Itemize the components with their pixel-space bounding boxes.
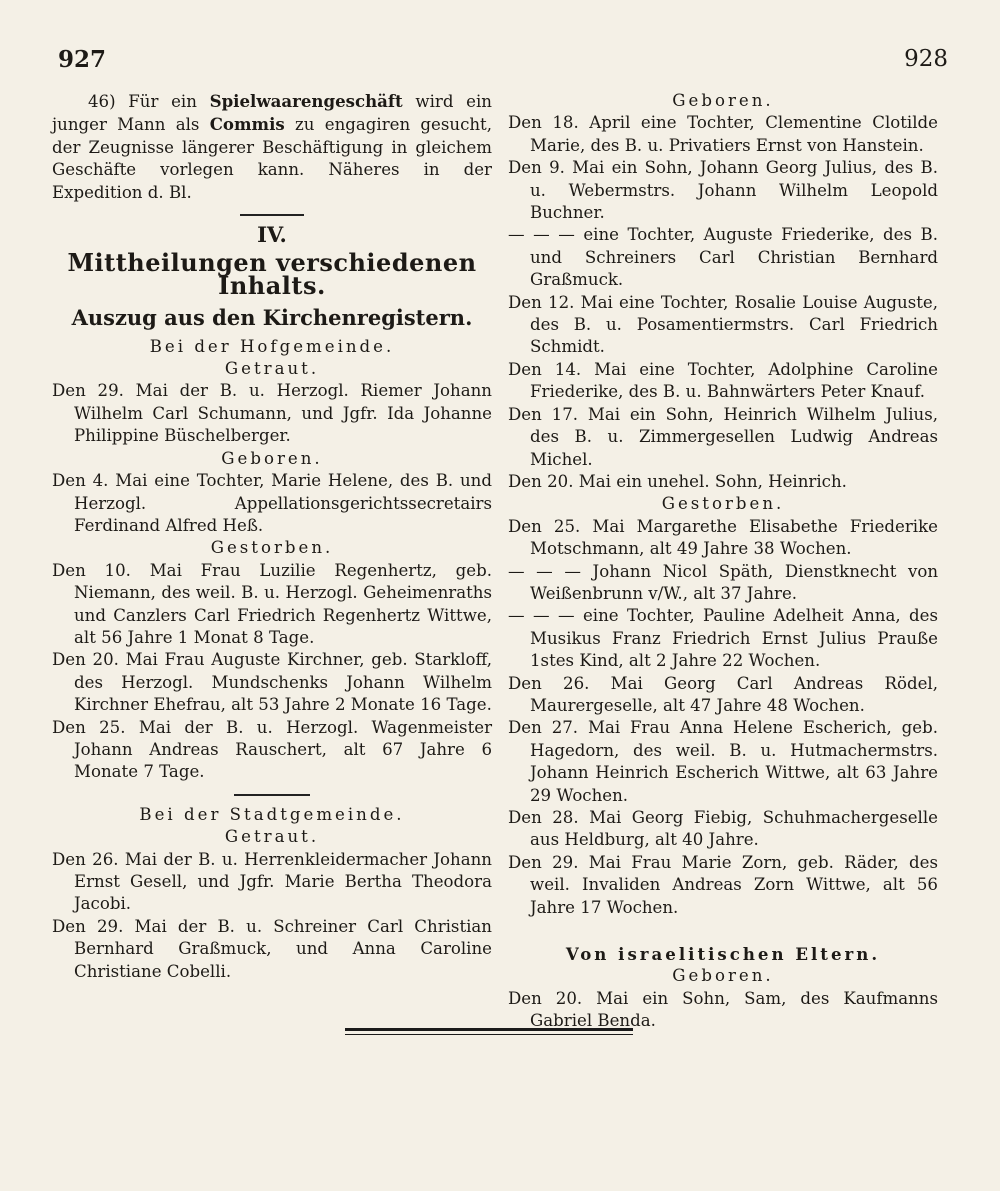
divider (234, 794, 310, 796)
gestorben-entry: Den 26. Mai Georg Carl Andreas Rödel, Maurergeselle, alt 47 Jahre 48 Wochen. (508, 673, 938, 715)
hof-gestorben-heading: Gestorben. (210, 538, 334, 558)
stadt-getraut-heading: Getraut. (224, 827, 320, 847)
gestorben-entry: — — — eine Tochter, Pauline Adelheit Anna, des Musikus Franz Friedrich Ernst Julius Prauße 1stes Kind, alt 2 Jahre 22 Wochen. (508, 606, 938, 671)
left-column (52, 90, 492, 983)
advertisement-46 (52, 90, 492, 204)
geboren-entry: Den 14. Mai eine Tochter, Adolphine Caroline Friederike, des B. u. Bahnwärters Peter Knauf. (508, 359, 938, 402)
hof-geboren-entry: Den 4. Mai eine Tochter, Marie Helene, des B. und Herzogl. Appellationsgerichtssecretairs Ferdinand Alfred Heß. (52, 471, 492, 535)
subsection-title: Auszug aus den Kirchenregistern. (71, 305, 473, 331)
geboren-entry: Den 9. Mai ein Sohn, Johann Georg Julius, des B. u. Webermstrs. Johann Wilhelm Leopold Buchner. (508, 158, 938, 223)
stadt-getraut-entry: Den 29. Mai der B. u. Schreiner Carl Christian Bernhard Graßmuck, und Anna Caroline Christiane Cobelli. (52, 916, 492, 981)
stadt-getraut-entry: Den 26. Mai der B. u. Herrenkleidermacher Johann Ernst Gesell, und Jgfr. Marie Bertha Theodora Jacobi. (52, 849, 492, 914)
stadt-gestorben-heading: Gestorben. (661, 494, 785, 514)
hof-gestorben-entry: Den 10. Mai Frau Luzilie Regenhertz, geb. Niemann, des weil. B. u. Herzogl. Geheimenraths und Canzlers Carl Friedrich Regenhertz Wittwe, alt 56 Jahre 1 Monat 8 Tage. (52, 560, 492, 647)
ad-text-3: ein junger Mann als (52, 92, 492, 135)
geboren-entry: — — — eine Tochter, Auguste Friederike, des B. und Schreiners Carl Christian Bernhard Graßmuck. (508, 225, 938, 290)
hofgemeinde-heading: Bei der Hofgemeinde. (149, 336, 395, 356)
gestorben-entry: Den 28. Mai Georg Fiebig, Schuhmachergeselle aus Heldburg, alt 40 Jahre. (508, 808, 938, 850)
geboren-entry: Den 17. Mai ein Sohn, Heinrich Wilhelm Julius, des B. u. Zimmergesellen Ludwig Andreas Michel. (508, 404, 938, 469)
geboren-entry: Den 18. April eine Tochter, Clementine Clotilde Marie, des B. u. Privatiers Ernst von Hanstein. (508, 113, 938, 155)
page-number-right: 928 (904, 46, 948, 72)
israelitisch-geboren-heading: Geboren. (672, 966, 774, 986)
right-column (508, 90, 938, 1033)
end-rule (345, 1028, 633, 1035)
page-number-left: 927 (58, 46, 107, 73)
gestorben-entry: Den 25. Mai Margarethe Elisabethe Friederike Motschmann, alt 49 Jahre 38 Wochen. (508, 516, 938, 559)
geboren-entry: Den 12. Mai eine Tochter, Rosalie Louise Auguste, des B. u. Posamentiermstrs. Carl Friedrich Schmidt. (508, 292, 938, 357)
ad-text-2: wird (402, 92, 454, 111)
gestorben-entry: Den 27. Mai Frau Anna Helene Escherich, geb. Hagedorn, des weil. B. u. Hutmachermstrs. Johann Heinrich Escherich Wittwe, alt 63 Jahre 29 Wochen. (508, 718, 938, 805)
hof-getraut-entry: Den 29. Mai der B. u. Herzogl. Riemer Johann Wilhelm Carl Schumann, und Jgfr. Ida Johanne Philippine Büschelberger. (52, 381, 492, 446)
section-number: IV. (257, 222, 287, 248)
ad-number: 46) (88, 92, 116, 111)
ad-keyword-commis: Commis (209, 114, 285, 135)
israelitisch-geboren-entry: Den 20. Mai ein Sohn, Sam, des Kaufmanns Gabriel Benda. (508, 988, 938, 1031)
gestorben-entry: — — — Johann Nicol Späth, Dienstknecht von Weißenbrunn v/W., alt 37 Jahre. (508, 561, 938, 603)
israelitisch-heading: Von israelitischen Eltern. (565, 944, 881, 965)
ad-text-4: zu engagiren gesucht, der Zeugnisse längerer Beschäftigung in gleichem Geschäfte vorlegen kann. Näheres in der Expedition d. Bl. (52, 115, 492, 202)
ad-text-1: Für ein (128, 92, 210, 111)
hof-gestorben-entry: Den 20. Mai Frau Auguste Kirchner, geb. Starkloff, des Herzogl. Mundschenks Johann Wilhelm Kirchner Ehefrau, alt 53 Jahre 2 Monate 16 Tage. (52, 650, 492, 715)
gestorben-entry: Den 29. Mai Frau Marie Zorn, geb. Räder, des weil. Invaliden Andreas Zorn Wittwe, alt 56 Jahre 17 Wochen. (508, 852, 938, 917)
hof-geboren-heading: Geboren. (221, 448, 323, 468)
divider (240, 214, 304, 216)
geboren-entry: Den 20. Mai ein unehel. Sohn, Heinrich. (508, 471, 847, 491)
hof-getraut-heading: Getraut. (224, 359, 320, 379)
ad-keyword-shop: Spielwaarengeschäft (209, 91, 403, 111)
spacer (508, 931, 938, 943)
hof-gestorben-entry: Den 25. Mai der B. u. Herzogl. Wagenmeister Johann Andreas Rauschert, alt 67 Jahre 6 Monate 7 Tage. (52, 717, 492, 782)
stadt-geboren-heading: Geboren. (672, 91, 774, 110)
section-title: Mittheilungen verschiedenen Inhalts. (67, 248, 477, 300)
stadtgemeinde-heading: Bei der Stadtgemeinde. (139, 804, 405, 824)
spacer (508, 919, 938, 931)
